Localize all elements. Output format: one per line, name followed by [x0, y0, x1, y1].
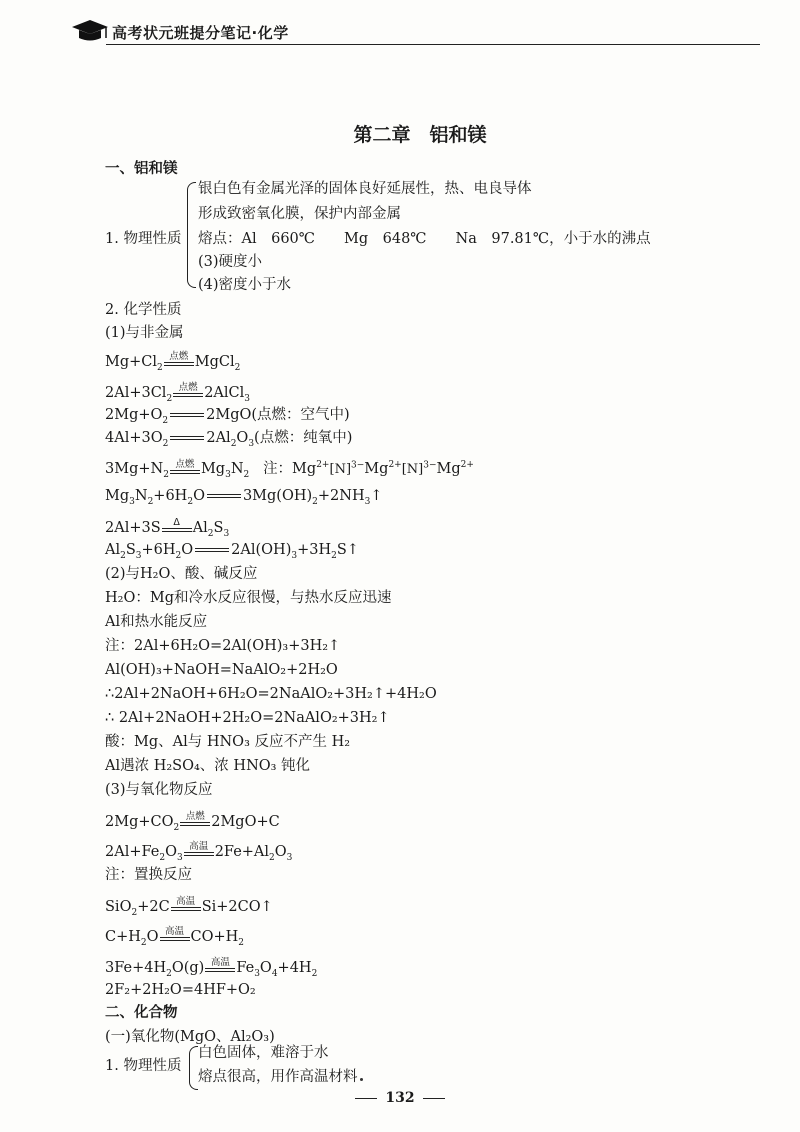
- sub-heading: (一)氧化物(MgO、Al₂O₃): [105, 1029, 275, 1045]
- text-line: ∴2Al+2NaOH+6H₂O=2NaAlO₂+3H₂↑+4H₂O: [105, 686, 437, 702]
- equation: $C+H_2O$ 高温 $CO+H_2$: [105, 926, 245, 948]
- book-title: 高考状元班提分笔记·化学: [112, 24, 289, 42]
- page-number: 132: [385, 1090, 415, 1106]
- section-heading-2: 二、化合物: [105, 1005, 178, 1021]
- text-line: 酸：Mg、Al与 HNO₃ 反应不产生 H₂: [105, 734, 351, 750]
- equation: $2Mg+O_2$ 2MgO(点燃：空气中): [105, 407, 350, 426]
- chem-label: 2. 化学性质: [105, 302, 182, 318]
- equation: $3Fe+4H_2O(g)$ 高温 $Fe_3O_4+4H_2$: [105, 957, 318, 979]
- text-line: 注：2Al+6H₂O=2Al(OH)₃+3H₂↑: [105, 638, 341, 654]
- phys-item: 银白色有金属光泽的固体良好延展性，热、电良导体: [198, 181, 532, 197]
- ink-dot: [360, 1078, 363, 1081]
- text-line: Al遇浓 H₂SO₄、浓 HNO₃ 钝化: [105, 758, 311, 774]
- text-line: Al(OH)₃+NaOH=NaAlO₂+2H₂O: [105, 662, 338, 678]
- phys-label: 1. 物理性质: [105, 231, 182, 247]
- text-line: ∴ 2Al+2NaOH+2H₂O=2NaAlO₂+3H₂↑: [105, 710, 390, 726]
- header-rule: [106, 44, 760, 45]
- chapter-title: 第二章 铝和镁: [353, 124, 487, 146]
- equation: $Al_2S_3+6H_2O$ $2Al(OH)_3+3H_2S↑$: [105, 542, 359, 561]
- equation: $4Al+3O_2$ $2Al_2O_3$(点燃：纯氧中): [105, 430, 353, 449]
- sub-heading: (3)与氧化物反应: [105, 782, 213, 798]
- oxide-item: 白色固体，难溶于水: [198, 1045, 329, 1061]
- text-line: Al和热水能反应: [105, 614, 208, 630]
- text-line: H₂O：Mg和冷水反应很慢，与热水反应迅速: [105, 590, 392, 606]
- equation: $3Mg+N_2$ 点燃 $Mg_3N_2$ 注：$Mg^{2+}[N]^{3-}Mg^{2+}[N]^{3-}Mg^{2+}$: [105, 459, 474, 480]
- equation: $2Mg+CO_2$ 点燃 2MgO+C: [105, 811, 280, 833]
- nonmetal-label: (1)与非金属: [105, 325, 184, 341]
- equation: SiO$_2$+2C 高温 Si+2CO↑: [105, 896, 273, 918]
- page-header: [70, 10, 760, 50]
- equation: $2Al+3Cl_2$ 点燃 2AlCl$_3$: [105, 382, 250, 404]
- section-heading-1: 一、铝和镁: [105, 161, 178, 177]
- oxide-item: 熔点很高，用作高温材料: [198, 1069, 358, 1085]
- page-footer: [0, 1090, 800, 1106]
- oxide-phys-label: 1. 物理性质: [105, 1058, 182, 1074]
- brace: [189, 1046, 198, 1090]
- sub-heading: (2)与H₂O、酸、碱反应: [105, 566, 258, 582]
- phys-item: 形成致密氧化膜，保护内部金属: [198, 206, 401, 222]
- graduation-cap-icon: [70, 18, 110, 44]
- phys-item: (4)密度小于水: [198, 277, 292, 293]
- equation: 2Al+3S Δ $Al_2S_3$: [105, 517, 230, 539]
- equation: $2Al+Fe_2O_3$ 高温 $2Fe+Al_2O_3$: [105, 841, 293, 863]
- phys-item: (3)硬度小: [198, 254, 263, 270]
- phys-item: 熔点：Al 660℃ Mg 648℃ Na 97.81℃，小于水的沸点: [198, 231, 651, 247]
- equation: $Mg_3N_2+6H_2O$ $3Mg(OH)_2+2NH_3↑$: [105, 488, 383, 507]
- text-line: 注：置换反应: [105, 867, 192, 883]
- brace: [187, 182, 196, 288]
- equation: 2F₂+2H₂O=4HF+O₂: [105, 982, 256, 998]
- equation: $Mg+Cl_2$ 点燃 MgCl$_2$: [105, 351, 241, 373]
